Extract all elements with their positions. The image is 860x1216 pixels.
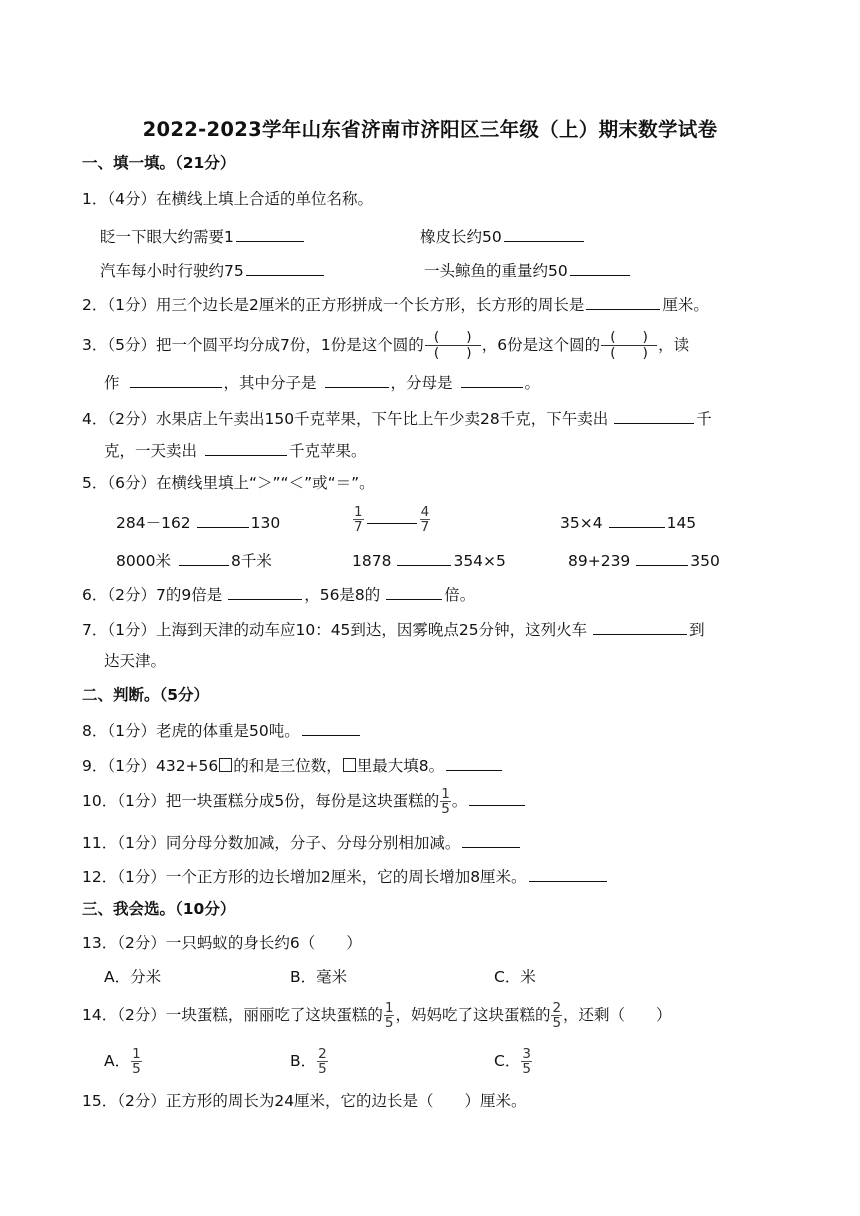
answer-blank[interactable] [302, 718, 360, 736]
question-10 [82, 784, 527, 818]
question-4-line2b: 千克苹果。 [289, 442, 367, 460]
question-10-part2: 。 [451, 792, 468, 810]
item-a-text: 眨一下眼大约需要1 [100, 228, 234, 246]
question-7-line-1 [82, 617, 705, 641]
answer-blank[interactable] [469, 788, 525, 806]
numerator: 1 [132, 1046, 141, 1062]
fraction [384, 1001, 395, 1030]
question-13-option-b[interactable]: B．毫米 [290, 968, 348, 986]
section-2-heading: 二、判断。（5分） [82, 686, 210, 704]
question-3-line2c: ，分母是 [390, 374, 453, 392]
denominator: 5 [441, 801, 450, 817]
numerator: 4 [420, 504, 430, 520]
question-3-part3: ，读 [658, 336, 690, 354]
question-2-unit: 厘米。 [662, 296, 709, 314]
numerator-paren: ( ) [433, 329, 472, 345]
question-3-line2a: 作 [104, 374, 120, 392]
question-11 [82, 830, 522, 854]
question-13-option-c[interactable]: C．米 [494, 968, 536, 986]
question-6-part3: 倍。 [444, 586, 476, 604]
question-13-option-a[interactable]: A．分米 [104, 968, 162, 986]
answer-blank[interactable] [462, 830, 520, 848]
question-1-item-c [100, 258, 326, 282]
numerator: 3 [522, 1046, 531, 1062]
answer-blank[interactable] [504, 224, 584, 242]
section-3-heading: 三、我会选。（10分） [82, 900, 236, 918]
question-6 [82, 582, 475, 606]
answer-blank[interactable] [205, 438, 287, 456]
option-label: B． [290, 1052, 317, 1070]
answer-blank[interactable] [461, 370, 523, 388]
question-13-stem: 13．（2分）一只蚂蚁的身长约6（ ） [82, 934, 362, 952]
option-label: C． [494, 1052, 521, 1070]
question-14-part1: 14．（2分）一块蛋糕，丽丽吃了这块蛋糕的 [82, 1006, 383, 1024]
answer-blank[interactable] [246, 258, 324, 276]
fraction [521, 1047, 532, 1076]
answer-blank[interactable] [236, 224, 304, 242]
denominator: 5 [552, 1015, 562, 1031]
question-7-part2: 到 [689, 621, 705, 639]
digit-box [343, 758, 356, 772]
question-15-stem: 15．（2分）正方形的周长为24厘米，它的边长是（ ）厘米。 [82, 1092, 527, 1110]
fraction [131, 1047, 142, 1076]
question-14-stem [82, 998, 672, 1032]
expression: 8千米 [230, 552, 272, 570]
question-8-text: 8．（1分）老虎的体重是50吨。 [82, 722, 300, 740]
question-3-part2: ，6份是这个圆的 [481, 336, 601, 354]
question-4-line-2 [104, 438, 367, 462]
question-12-text: 12．（1分）一个正方形的边长增加2厘米，它的周长增加8厘米。 [82, 868, 527, 886]
answer-blank[interactable] [614, 406, 694, 424]
item-c-text: 汽车每小时行驶约75 [100, 262, 244, 280]
question-3-line-1 [82, 330, 689, 361]
question-9 [82, 753, 504, 777]
numerator: 2 [318, 1046, 327, 1062]
question-6-part2: ，56是8的 [304, 586, 381, 604]
denominator: 5 [384, 1015, 394, 1031]
expression: 130 [250, 514, 281, 532]
numerator-paren: ( ) [610, 329, 648, 345]
denominator-paren: ( ) [433, 345, 472, 361]
question-5-r2b [352, 548, 506, 572]
answer-blank[interactable] [367, 506, 417, 524]
fraction-blank[interactable] [425, 330, 481, 361]
fraction-blank[interactable] [601, 330, 657, 361]
question-4-part2: 千 [696, 410, 712, 428]
section-1-heading: 一、填一填。（21分） [82, 154, 236, 172]
question-7-part1: 7．（1分）上海到天津的动车应10：45到达，因雾晚点25分钟，这列火车 [82, 621, 588, 639]
expression: 1878 [352, 552, 392, 570]
answer-blank[interactable] [130, 370, 222, 388]
answer-blank[interactable] [570, 258, 630, 276]
fraction [440, 787, 451, 816]
question-14-part2: ，妈妈吃了这块蛋糕的 [395, 1006, 551, 1024]
question-14-option-b[interactable] [290, 1044, 329, 1078]
expression: 145 [666, 514, 697, 532]
answer-blank[interactable] [325, 370, 389, 388]
fraction [353, 505, 364, 534]
expression: 35×4 [560, 514, 603, 532]
expression: 89+239 [568, 552, 631, 570]
answer-blank[interactable] [386, 582, 442, 600]
question-3-line-2 [104, 370, 540, 394]
answer-blank[interactable] [586, 292, 660, 310]
question-4-line-1 [82, 406, 712, 430]
question-14-option-a[interactable] [104, 1044, 143, 1078]
question-5-r1c [560, 510, 696, 534]
answer-blank[interactable] [197, 510, 249, 528]
answer-blank[interactable] [179, 548, 229, 566]
question-3-line2d: 。 [524, 374, 541, 392]
question-3-line2b: ，其中分子是 [223, 374, 317, 392]
exam-title: 2022-2023学年山东省济南市济阳区三年级（上）期末数学试卷 [142, 118, 718, 141]
question-5-r1a [116, 510, 280, 534]
question-5-r2c [568, 548, 720, 572]
question-1-item-b [420, 224, 586, 248]
question-9-part1: 9．（1分）432+56 [82, 757, 219, 775]
option-label: A． [104, 1052, 131, 1070]
question-2-text: 2．（1分）用三个边长是2厘米的正方形拼成一个长方形，长方形的周长是 [82, 296, 585, 314]
question-11-text: 11．（1分）同分母分数加减，分子、分母分别相加减。 [82, 834, 461, 852]
question-2 [82, 292, 709, 316]
question-5-stem: 5．（6分）在横线里填上“＞”“＜”或“＝”。 [82, 474, 375, 492]
question-5-r2a [116, 548, 272, 572]
answer-blank[interactable] [529, 864, 607, 882]
denominator: 7 [420, 519, 430, 535]
fraction [551, 1001, 562, 1030]
digit-box [219, 758, 232, 772]
question-3-part1: 3．（5分）把一个圆平均分成7份，1份是这个圆的 [82, 336, 424, 354]
denominator: 5 [132, 1061, 141, 1077]
numerator: 2 [552, 1000, 562, 1016]
item-b-text: 橡皮长约50 [420, 228, 502, 246]
expression: 350 [690, 552, 720, 570]
question-4-part1: 4．（2分）水果店上午卖出150千克苹果，下午比上午少卖28千克，下午卖出 [82, 410, 609, 428]
question-1-stem: 1．（4分）在横线上填上合适的单位名称。 [82, 190, 373, 208]
answer-blank[interactable] [593, 617, 687, 635]
answer-blank[interactable] [397, 548, 451, 566]
denominator: 7 [354, 519, 363, 535]
answer-blank[interactable] [636, 548, 688, 566]
question-1-item-a [100, 224, 306, 248]
question-12 [82, 864, 609, 888]
question-14-option-c[interactable] [494, 1044, 533, 1078]
question-14-part3: ，还剩（ ） [563, 1006, 672, 1024]
denominator: 5 [522, 1061, 531, 1077]
expression: 284－162 [116, 514, 191, 532]
question-9-part2: 的和是三位数， [233, 757, 342, 775]
numerator: 1 [384, 1000, 394, 1016]
answer-blank[interactable] [446, 753, 502, 771]
question-10-part1: 10．（1分）把一块蛋糕分成5份，每份是这块蛋糕的 [82, 792, 440, 810]
expression: 354×5 [453, 552, 506, 570]
question-4-line2a: 克，一天卖出 [104, 442, 198, 460]
item-d-text: 一头鲸鱼的重量约50 [424, 262, 568, 280]
question-6-part1: 6．（2分）7的9倍是 [82, 586, 223, 604]
fraction [317, 1047, 328, 1076]
denominator-paren: ( ) [610, 345, 648, 361]
question-8 [82, 718, 362, 742]
question-7-line-2: 达天津。 [104, 652, 167, 670]
question-9-part3: 里最大填8。 [356, 757, 445, 775]
answer-blank[interactable] [609, 510, 665, 528]
question-5-r1b [352, 502, 431, 536]
expression: 8000米 [116, 552, 171, 570]
numerator: 1 [354, 504, 363, 520]
fraction [420, 505, 431, 534]
answer-blank[interactable] [228, 582, 302, 600]
denominator: 5 [318, 1061, 327, 1077]
numerator: 1 [441, 786, 450, 802]
question-1-item-d [424, 258, 632, 282]
